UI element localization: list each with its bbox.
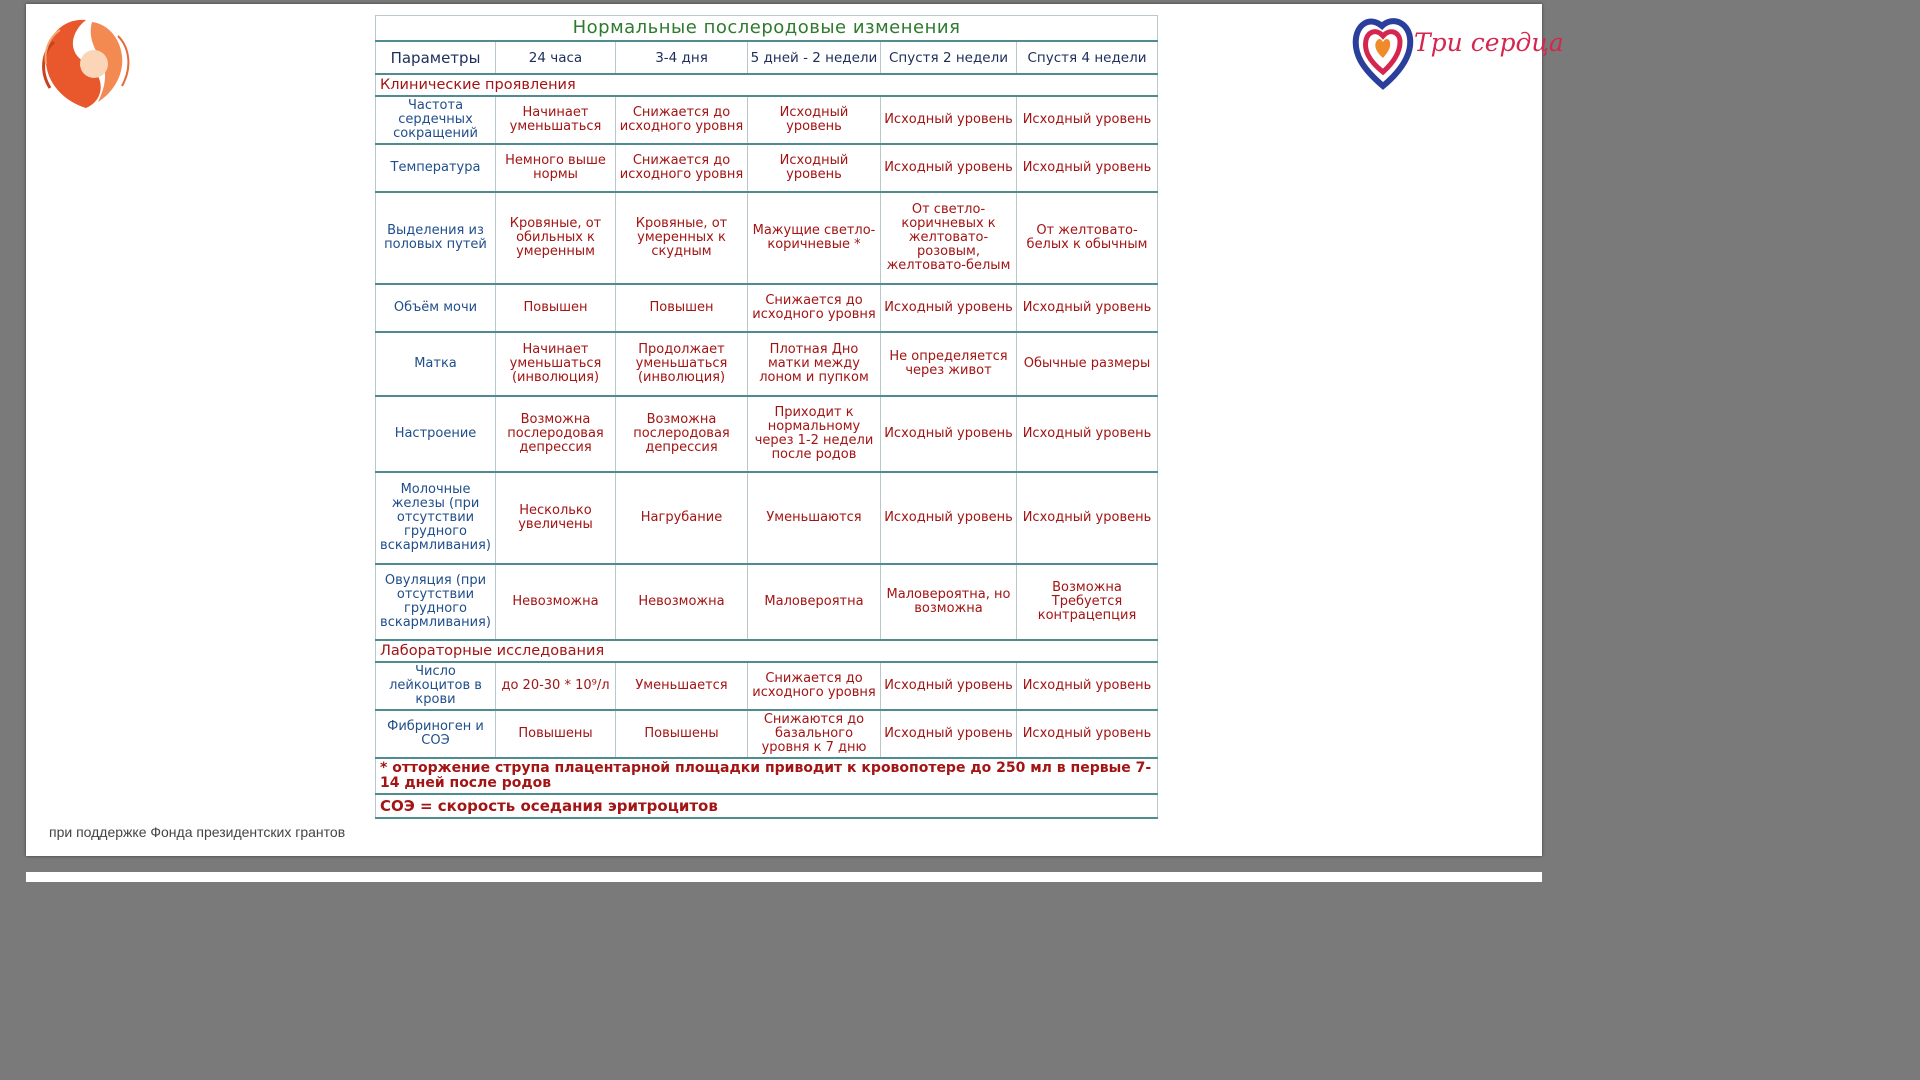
- header-row: [376, 41, 1158, 74]
- value-cell: Начинает уменьшаться (инволюция): [496, 332, 616, 396]
- parameter-cell: Настроение: [376, 396, 496, 472]
- section-row: [376, 640, 1158, 662]
- abbrev-row: [376, 794, 1158, 818]
- value-cell: Продолжает уменьшаться (инволюция): [616, 332, 748, 396]
- parameter-cell: Овуляция (при отсутствии грудного вскармливания): [376, 564, 496, 640]
- value-cell: Уменьшается: [616, 662, 748, 710]
- parameter-cell: Температура: [376, 144, 496, 192]
- value-cell: Начинает уменьшаться: [496, 96, 616, 144]
- table-row: [376, 144, 1158, 192]
- value-cell: Исходный уровень: [1017, 144, 1158, 192]
- section-row: [376, 74, 1158, 96]
- value-cell: Повышен: [616, 284, 748, 332]
- value-cell: Снижается до исходного уровня: [748, 662, 881, 710]
- table-row: [376, 396, 1158, 472]
- table-row: [376, 332, 1158, 396]
- header-cell: 3-4 дня: [616, 41, 748, 74]
- header-cell: 24 часа: [496, 41, 616, 74]
- grant-support-note: при поддержке Фонда президентских грантов: [49, 824, 346, 840]
- parameter-cell: Объём мочи: [376, 284, 496, 332]
- three-hearts-logo: [1352, 10, 1564, 90]
- table-title: Нормальные послеродовые изменения: [376, 16, 1158, 42]
- parameter-cell: Частота сердечных сокращений: [376, 96, 496, 144]
- header-cell: Спустя 2 недели: [881, 41, 1017, 74]
- value-cell: Маловероятна, но возможна: [881, 564, 1017, 640]
- table-title-row: [376, 16, 1158, 42]
- section-lab: Лабораторные исследования: [376, 640, 1158, 662]
- value-cell: Уменьшаются: [748, 472, 881, 564]
- header-cell: 5 дней - 2 недели: [748, 41, 881, 74]
- value-cell: От светло-коричневых к желтовато-розовым, желтовато-белым: [881, 192, 1017, 284]
- next-slide-edge: [26, 872, 1542, 882]
- brand-name: Три сердца: [1414, 28, 1564, 57]
- value-cell: Невозможна: [616, 564, 748, 640]
- parameter-cell: Матка: [376, 332, 496, 396]
- value-cell: Обычные размеры: [1017, 332, 1158, 396]
- value-cell: Возможна Требуется контрацепция: [1017, 564, 1158, 640]
- value-cell: Повышены: [616, 710, 748, 758]
- value-cell: Приходит к нормальному через 1-2 недели после родов: [748, 396, 881, 472]
- value-cell: Исходный уровень: [1017, 472, 1158, 564]
- value-cell: Исходный уровень: [1017, 662, 1158, 710]
- value-cell: Маловероятна: [748, 564, 881, 640]
- table-row: [376, 192, 1158, 284]
- table-row: [376, 710, 1158, 758]
- table-row: [376, 96, 1158, 144]
- section-clinical: Клинические проявления: [376, 74, 1158, 96]
- value-cell: Повышены: [496, 710, 616, 758]
- value-cell: Несколько увеличены: [496, 472, 616, 564]
- value-cell: Снижаются до базального уровня к 7 дню: [748, 710, 881, 758]
- table-row: [376, 284, 1158, 332]
- value-cell: Исходный уровень: [1017, 284, 1158, 332]
- table-row: [376, 472, 1158, 564]
- value-cell: Кровяные, от умеренных к скудным: [616, 192, 748, 284]
- value-cell: Кровяные, от обильных к умеренным: [496, 192, 616, 284]
- parameter-cell: Выделения из половых путей: [376, 192, 496, 284]
- value-cell: Немного выше нормы: [496, 144, 616, 192]
- value-cell: От желтовато-белых к обычным: [1017, 192, 1158, 284]
- value-cell: до 20-30 * 10⁹/л: [496, 662, 616, 710]
- value-cell: Исходный уровень: [881, 144, 1017, 192]
- value-cell: Невозможна: [496, 564, 616, 640]
- value-cell: Снижается до исходного уровня: [616, 144, 748, 192]
- value-cell: Нагрубание: [616, 472, 748, 564]
- mother-child-logo: [34, 12, 138, 114]
- value-cell: Возможна послеродовая депрессия: [616, 396, 748, 472]
- header-cell: Параметры: [376, 41, 496, 74]
- value-cell: Исходный уровень: [881, 96, 1017, 144]
- value-cell: Исходный уровень: [748, 144, 881, 192]
- value-cell: Исходный уровень: [881, 710, 1017, 758]
- value-cell: Исходный уровень: [1017, 710, 1158, 758]
- value-cell: Снижается до исходного уровня: [748, 284, 881, 332]
- value-cell: Плотная Дно матки между лоном и пупком: [748, 332, 881, 396]
- value-cell: Исходный уровень: [1017, 396, 1158, 472]
- postpartum-changes-table: [375, 15, 1157, 819]
- value-cell: Снижается до исходного уровня: [616, 96, 748, 144]
- footnote: * отторжение струпа плацентарной площадки приводит к кровопотере до 250 мл в первые 7-14 дней после родов: [376, 758, 1158, 794]
- value-cell: Повышен: [496, 284, 616, 332]
- value-cell: Возможна послеродовая депрессия: [496, 396, 616, 472]
- value-cell: Не определяется через живот: [881, 332, 1017, 396]
- heart-icon: [1352, 10, 1414, 90]
- parameter-cell: Число лейкоцитов в крови: [376, 662, 496, 710]
- table-row: [376, 564, 1158, 640]
- value-cell: Исходный уровень: [881, 284, 1017, 332]
- value-cell: Исходный уровень: [881, 472, 1017, 564]
- header-cell: Спустя 4 недели: [1017, 41, 1158, 74]
- value-cell: Исходный уровень: [1017, 96, 1158, 144]
- value-cell: Мажущие светло-коричневые *: [748, 192, 881, 284]
- value-cell: Исходный уровень: [881, 662, 1017, 710]
- table-row: [376, 662, 1158, 710]
- value-cell: Исходный уровень: [881, 396, 1017, 472]
- footnote-row: [376, 758, 1158, 794]
- parameter-cell: Фибриноген и СОЭ: [376, 710, 496, 758]
- abbreviation-note: СОЭ = скорость оседания эритроцитов: [376, 794, 1158, 818]
- parameter-cell: Молочные железы (при отсутствии грудного вскармливания): [376, 472, 496, 564]
- value-cell: Исходный уровень: [748, 96, 881, 144]
